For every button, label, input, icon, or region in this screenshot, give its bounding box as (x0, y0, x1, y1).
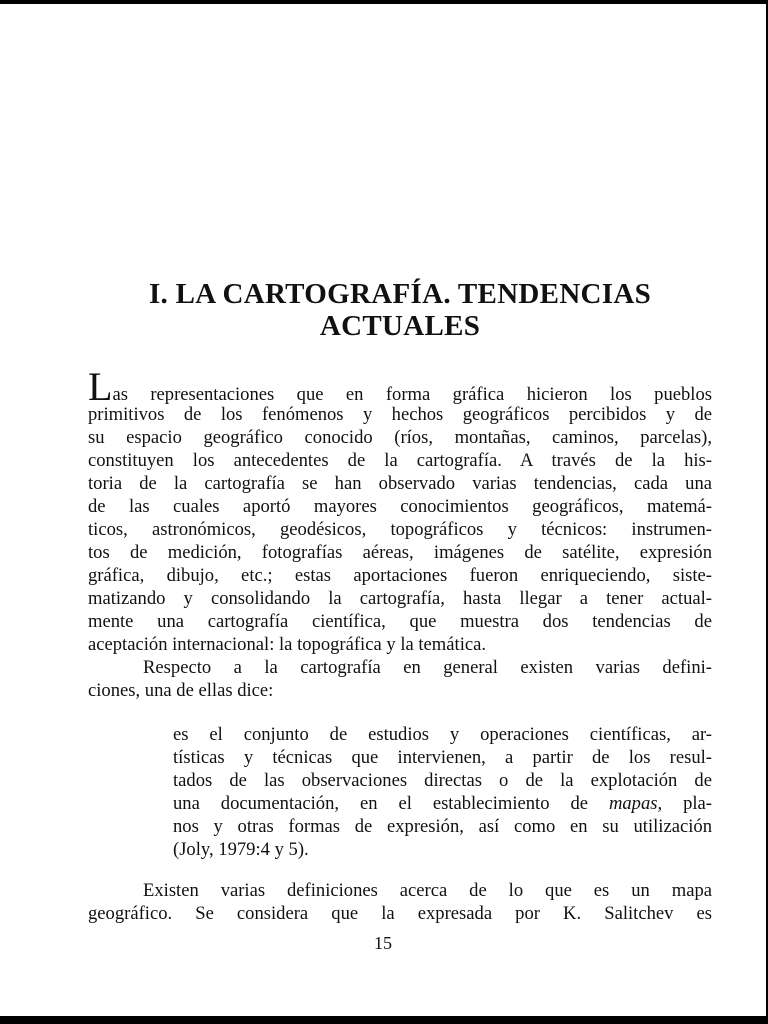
page-number: 15 (374, 933, 392, 953)
paragraph-2-line: Respecto a la cartografía en general existen varias defini- (143, 657, 712, 678)
paragraph-1-line: ticos, astronómicos, geodésicos, topográficos y técnicos: instrumen- (88, 519, 712, 540)
paragraph-1-line: su espacio geográfico conocido (ríos, montañas, caminos, parcelas), (88, 427, 712, 448)
chapter-title-line-1: I. LA CARTOGRAFÍA. TENDENCIAS (148, 278, 652, 310)
paragraph-1-line: aceptación internacional: la topográfica y la temática. (88, 634, 487, 655)
paragraph-1-line: de las cuales aportó mayores conocimientos geográficos, matemá- (88, 496, 712, 517)
paragraph-1-line-1-text: as representaciones que en forma gráfica hicieron los pueblos (112, 384, 712, 405)
quote-italic-word: mapas, (608, 793, 663, 814)
paragraph-1-line: toria de la cartografía se han observado varias tendencias, cada una (88, 473, 712, 494)
paragraph-3-line: Existen varias definiciones acerca de lo que es un mapa (143, 880, 712, 901)
quote-citation: (Joly, 1979:4 y 5). (173, 839, 309, 860)
chapter-title (60, 278, 740, 342)
quote-line-4-after: pla- (662, 793, 712, 814)
quote-line: tados de las observaciones directas o de la explotación de (173, 770, 712, 791)
quote-line: tísticas y técnicas que intervienen, a partir de los resul- (173, 747, 712, 768)
paragraph-1-line: matizando y consolidando la cartografía, hasta llegar a tener actual- (88, 588, 712, 609)
paragraph-2-line: ciones, una de ellas dice: (88, 680, 274, 701)
quote-line-4-before: una documentación, en el establecimiento de (173, 793, 609, 814)
paragraph-3-line: geográfico. Se considera que la expresada por K. Salitchev es (88, 903, 712, 924)
paragraph-1-line: tos de medición, fotografías aéreas, imágenes de satélite, expresión (88, 542, 712, 563)
paragraph-1-line: mente una cartografía científica, que muestra dos tendencias de (88, 611, 712, 632)
quote-line: nos y otras formas de expresión, así como en su utilización (173, 816, 712, 837)
quote-line: es el conjunto de estudios y operaciones científicas, ar- (173, 724, 712, 745)
paragraph-1-line: primitivos de los fenómenos y hechos geográficos percibidos y de (88, 404, 712, 425)
quote-line (173, 793, 712, 815)
paragraph-1-line: gráfica, dibujo, etc.; estas aportaciones fueron enriqueciendo, siste- (88, 565, 712, 586)
paragraph-1-line-1 (88, 364, 712, 409)
paragraph-1-line: constituyen los antecedentes de la cartografía. A través de la his- (88, 450, 712, 471)
drop-cap: L (88, 364, 113, 409)
chapter-title-line-2: ACTUALES (319, 310, 481, 342)
document-page (0, 4, 766, 1016)
